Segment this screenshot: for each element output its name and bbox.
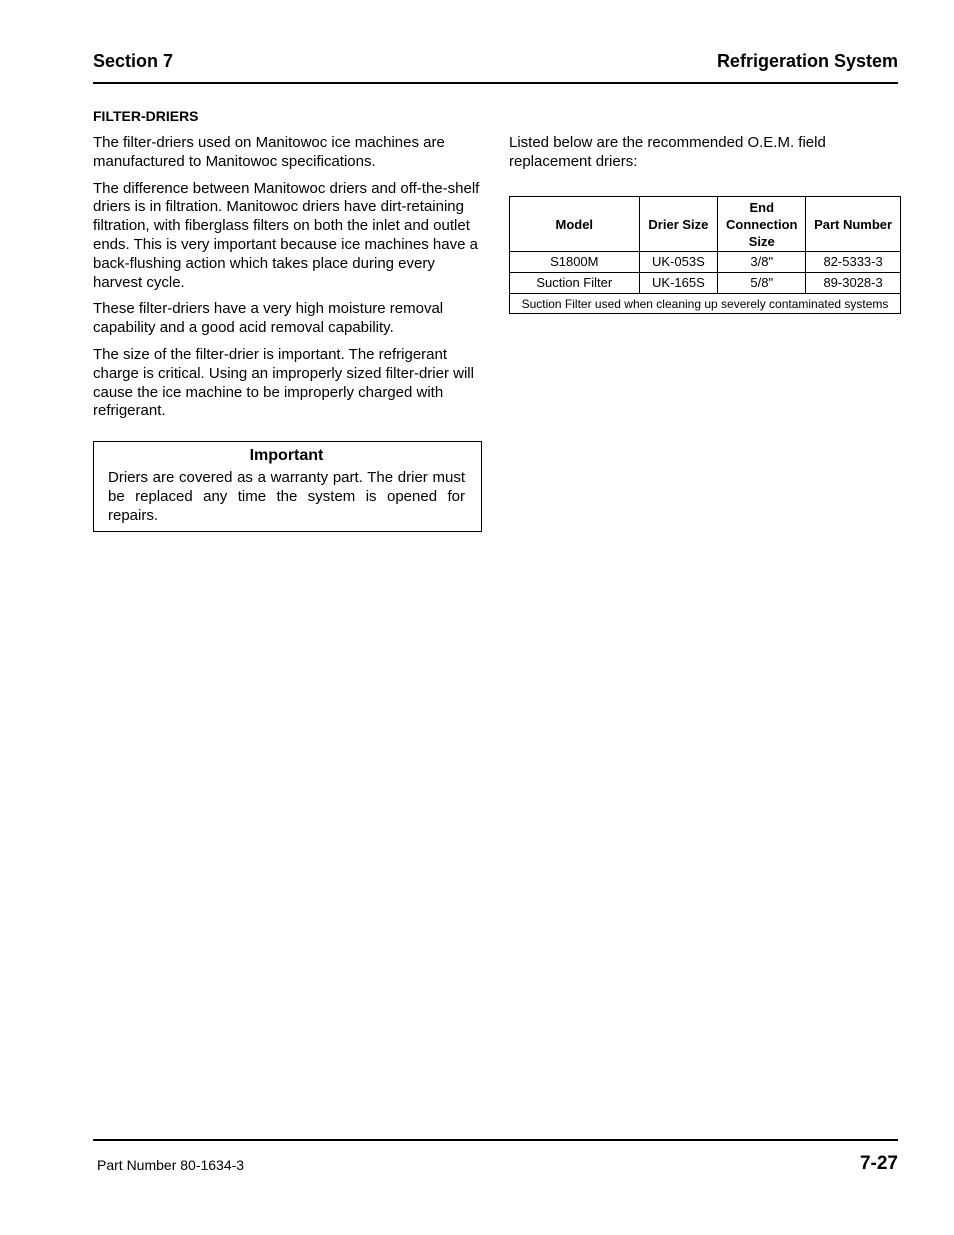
left-column	[93, 106, 482, 429]
table-note-row	[510, 294, 901, 314]
paragraph: These filter-driers have a very high moisture removal capability and a good acid removal capability.	[93, 300, 444, 337]
table-row	[510, 252, 901, 273]
table-header-row	[510, 197, 901, 252]
cell-end-connection-size: 5/8"	[718, 273, 806, 294]
cell-end-connection-size: 3/8"	[718, 252, 806, 273]
cell-model: S1800M	[510, 252, 640, 273]
important-body: Driers are covered as a warranty part. The drier must be replaced any time the system is opened for repairs.	[108, 469, 465, 524]
column-header-drier-size: Drier Size	[639, 197, 718, 252]
cell-part-number: 82-5333-3	[806, 252, 901, 273]
paragraph: The filter-driers used on Manitowoc ice machines are manufactured to Manitowoc specifications.	[93, 134, 445, 170]
important-title: Important	[249, 447, 324, 464]
cell-part-number: 89-3028-3	[806, 273, 901, 294]
important-notice	[93, 441, 482, 532]
right-column	[509, 134, 901, 180]
paragraph: The difference between Manitowoc driers and off-the-shelf driers is in filtration. Manitowoc driers have dirt-retaining filtration, with fiberglass filters on both the inlet and outlet ends. This is very important because ice machines have a back-flushing action which takes place during every harvest cycle.	[93, 179, 480, 291]
part-number: Part Number 80-1634-3	[97, 1157, 245, 1173]
page-number: 7-27	[859, 1153, 898, 1174]
table-intro: Listed below are the recommended O.E.M. field replacement driers:	[509, 134, 826, 170]
paragraph: The size of the filter-drier is important. The refrigerant charge is critical. Using an improperly sized filter-drier will cause the ice machine to be improperly charged with refrigerant.	[93, 345, 474, 420]
page-header	[93, 50, 898, 84]
table-row	[510, 273, 901, 294]
page-footer	[93, 1139, 898, 1174]
column-header-part-number: Part Number	[806, 197, 901, 252]
cell-drier-size: UK-053S	[639, 252, 718, 273]
column-header-model: Model	[510, 197, 640, 252]
section-heading: FILTER-DRIERS	[93, 108, 199, 124]
cell-drier-size: UK-165S	[639, 273, 718, 294]
table-note: Suction Filter used when cleaning up severely contaminated systems	[510, 294, 901, 314]
section-title: Refrigeration System	[716, 51, 898, 71]
drier-table	[509, 196, 901, 314]
column-header-end-connection-size: End Connection Size	[718, 197, 806, 252]
cell-model: Suction Filter	[510, 273, 640, 294]
section-label: Section 7	[93, 51, 174, 71]
